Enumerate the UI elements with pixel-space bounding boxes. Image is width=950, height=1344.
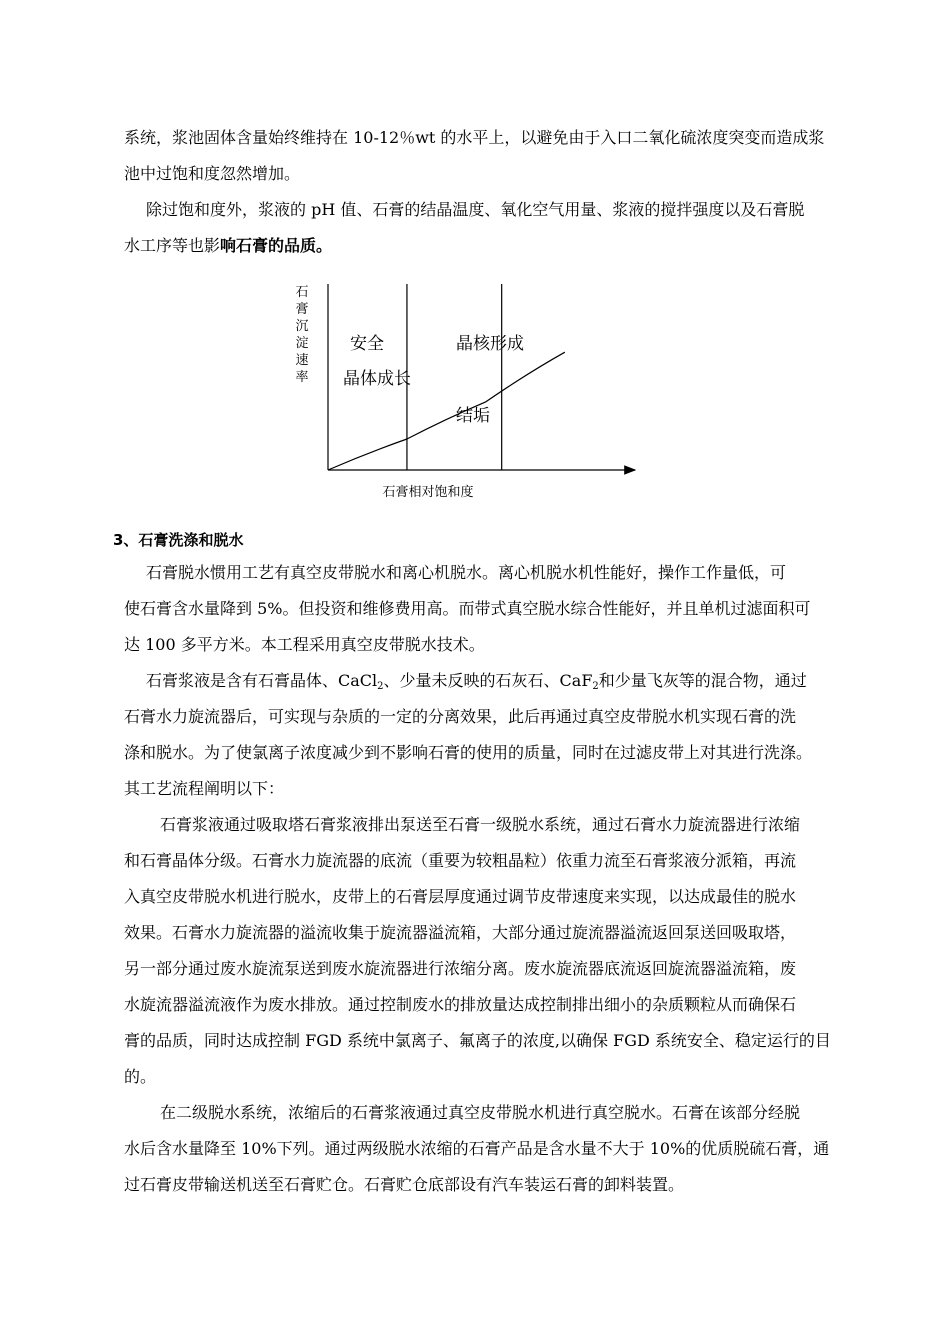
annotation-nucleation: 晶核形成 bbox=[456, 334, 524, 354]
paragraph-line: 石膏脱水惯用工艺有真空皮带脱水和离心机脱水。离心机脱水机性能好，操作工作量低，可 bbox=[146, 563, 787, 582]
subscript: 2 bbox=[377, 681, 384, 692]
paragraph-line: 水后含水量降至 10%下列。通过两级脱水浓缩的石膏产品是含水量不大于 10%的优质脱硫石膏，通 bbox=[124, 1139, 830, 1158]
y-axis-label-char: 速 bbox=[295, 353, 309, 368]
paragraph-line: 膏的品质，同时达成控制 FGD 系统中氯离子、氟离子的浓度,以确保 FGD 系统安全、稳定运行的目 bbox=[124, 1031, 831, 1050]
subscript: 2 bbox=[592, 681, 599, 692]
paragraph-line: 入真空皮带脱水机进行脱水，皮带上的石膏层厚度通过调节皮带速度来实现，以达成最佳的脱水 bbox=[124, 887, 797, 906]
text-run: 、少量未反映的石灰石、CaF bbox=[383, 671, 593, 690]
paragraph-line bbox=[146, 671, 807, 697]
y-axis-label bbox=[295, 285, 308, 385]
y-axis-label-char: 膏 bbox=[295, 302, 309, 317]
text-run: 和少量飞灰等的混合物，通过 bbox=[598, 671, 807, 690]
bold-text-run: 响石膏的品质。 bbox=[220, 236, 333, 255]
paragraph-line: 达 100 多平方米。本工程采用真空皮带脱水技术。 bbox=[124, 635, 485, 654]
paragraph-line: 其工艺流程阐明以下： bbox=[124, 779, 285, 798]
annotation-crystal-growth: 晶体成长 bbox=[343, 369, 411, 389]
paragraph-line: 过石膏皮带输送机送至石膏贮仓。石膏贮仓底部设有汽车装运石膏的卸料装置。 bbox=[124, 1175, 685, 1194]
x-axis-label: 石膏相对饱和度 bbox=[382, 485, 474, 500]
paragraph-line: 系统，浆池固体含量始终维持在 10-12％wt 的水平上，以避免由于入口二氧化硫浓度突变而造成浆 bbox=[124, 128, 825, 147]
y-axis-label-char: 沉 bbox=[295, 319, 309, 334]
paragraph-line: 涤和脱水。为了使氯离子浓度减少到不影响石膏的使用的质量，同时在过滤皮带上对其进行洗涤。 bbox=[124, 743, 813, 762]
paragraph-line: 的。 bbox=[124, 1067, 157, 1086]
paragraph-line: 石膏浆液通过吸取塔石膏浆液排出泵送至石膏一级脱水系统，通过石膏水力旋流器进行浓缩 bbox=[160, 815, 801, 834]
section-heading: 3、石膏洗涤和脱水 bbox=[113, 531, 244, 549]
annotation-scaling: 结垢 bbox=[456, 406, 490, 426]
paragraph-line bbox=[124, 236, 332, 256]
paragraph-line: 和石膏晶体分级。石膏水力旋流器的底流（重要为较粗晶粒）依重力流至石膏浆液分派箱，再流 bbox=[124, 851, 797, 870]
paragraph-line: 效果。石膏水力旋流器的溢流收集于旋流器溢流箱，大部分通过旋流器溢流返回泵送回吸取塔， bbox=[124, 923, 797, 942]
paragraph-line: 池中过饱和度忽然增加。 bbox=[124, 164, 301, 183]
text-run: 水工序等也影 bbox=[124, 236, 221, 255]
paragraph-line: 除过饱和度外，浆液的 pH 值、石膏的结晶温度、氧化空气用量、浆液的搅拌强度以及石膏脱 bbox=[146, 200, 805, 219]
text-run: 石膏浆液是含有石膏晶体、CaCl bbox=[146, 671, 378, 690]
paragraph-line: 水旋流器溢流液作为废水排放。通过控制废水的排放量达成控制排出细小的杂质颗粒从而确保石 bbox=[124, 995, 797, 1014]
y-axis-label-char: 率 bbox=[295, 370, 309, 385]
paragraph-line: 另一部分通过废水旋流泵送到废水旋流器进行浓缩分离。废水旋流器底流返回旋流器溢流箱，废 bbox=[124, 959, 797, 978]
paragraph-line: 在二级脱水系统，浓缩后的石膏浆液通过真空皮带脱水机进行真空脱水。石膏在该部分经脱 bbox=[160, 1103, 801, 1122]
supersaturation-chart bbox=[280, 270, 660, 510]
y-axis-label-char: 淀 bbox=[295, 336, 309, 351]
paragraph-line: 使石膏含水量降到 5%。但投资和维修费用高。而带式真空脱水综合性能好，并且单机过滤面积可 bbox=[124, 599, 811, 618]
annotation-safe: 安全 bbox=[350, 334, 384, 354]
y-axis-label-char: 石 bbox=[295, 285, 309, 300]
paragraph-line: 石膏水力旋流器后，可实现与杂质的一定的分离效果，此后再通过真空皮带脱水机实现石膏的洗 bbox=[124, 707, 797, 726]
